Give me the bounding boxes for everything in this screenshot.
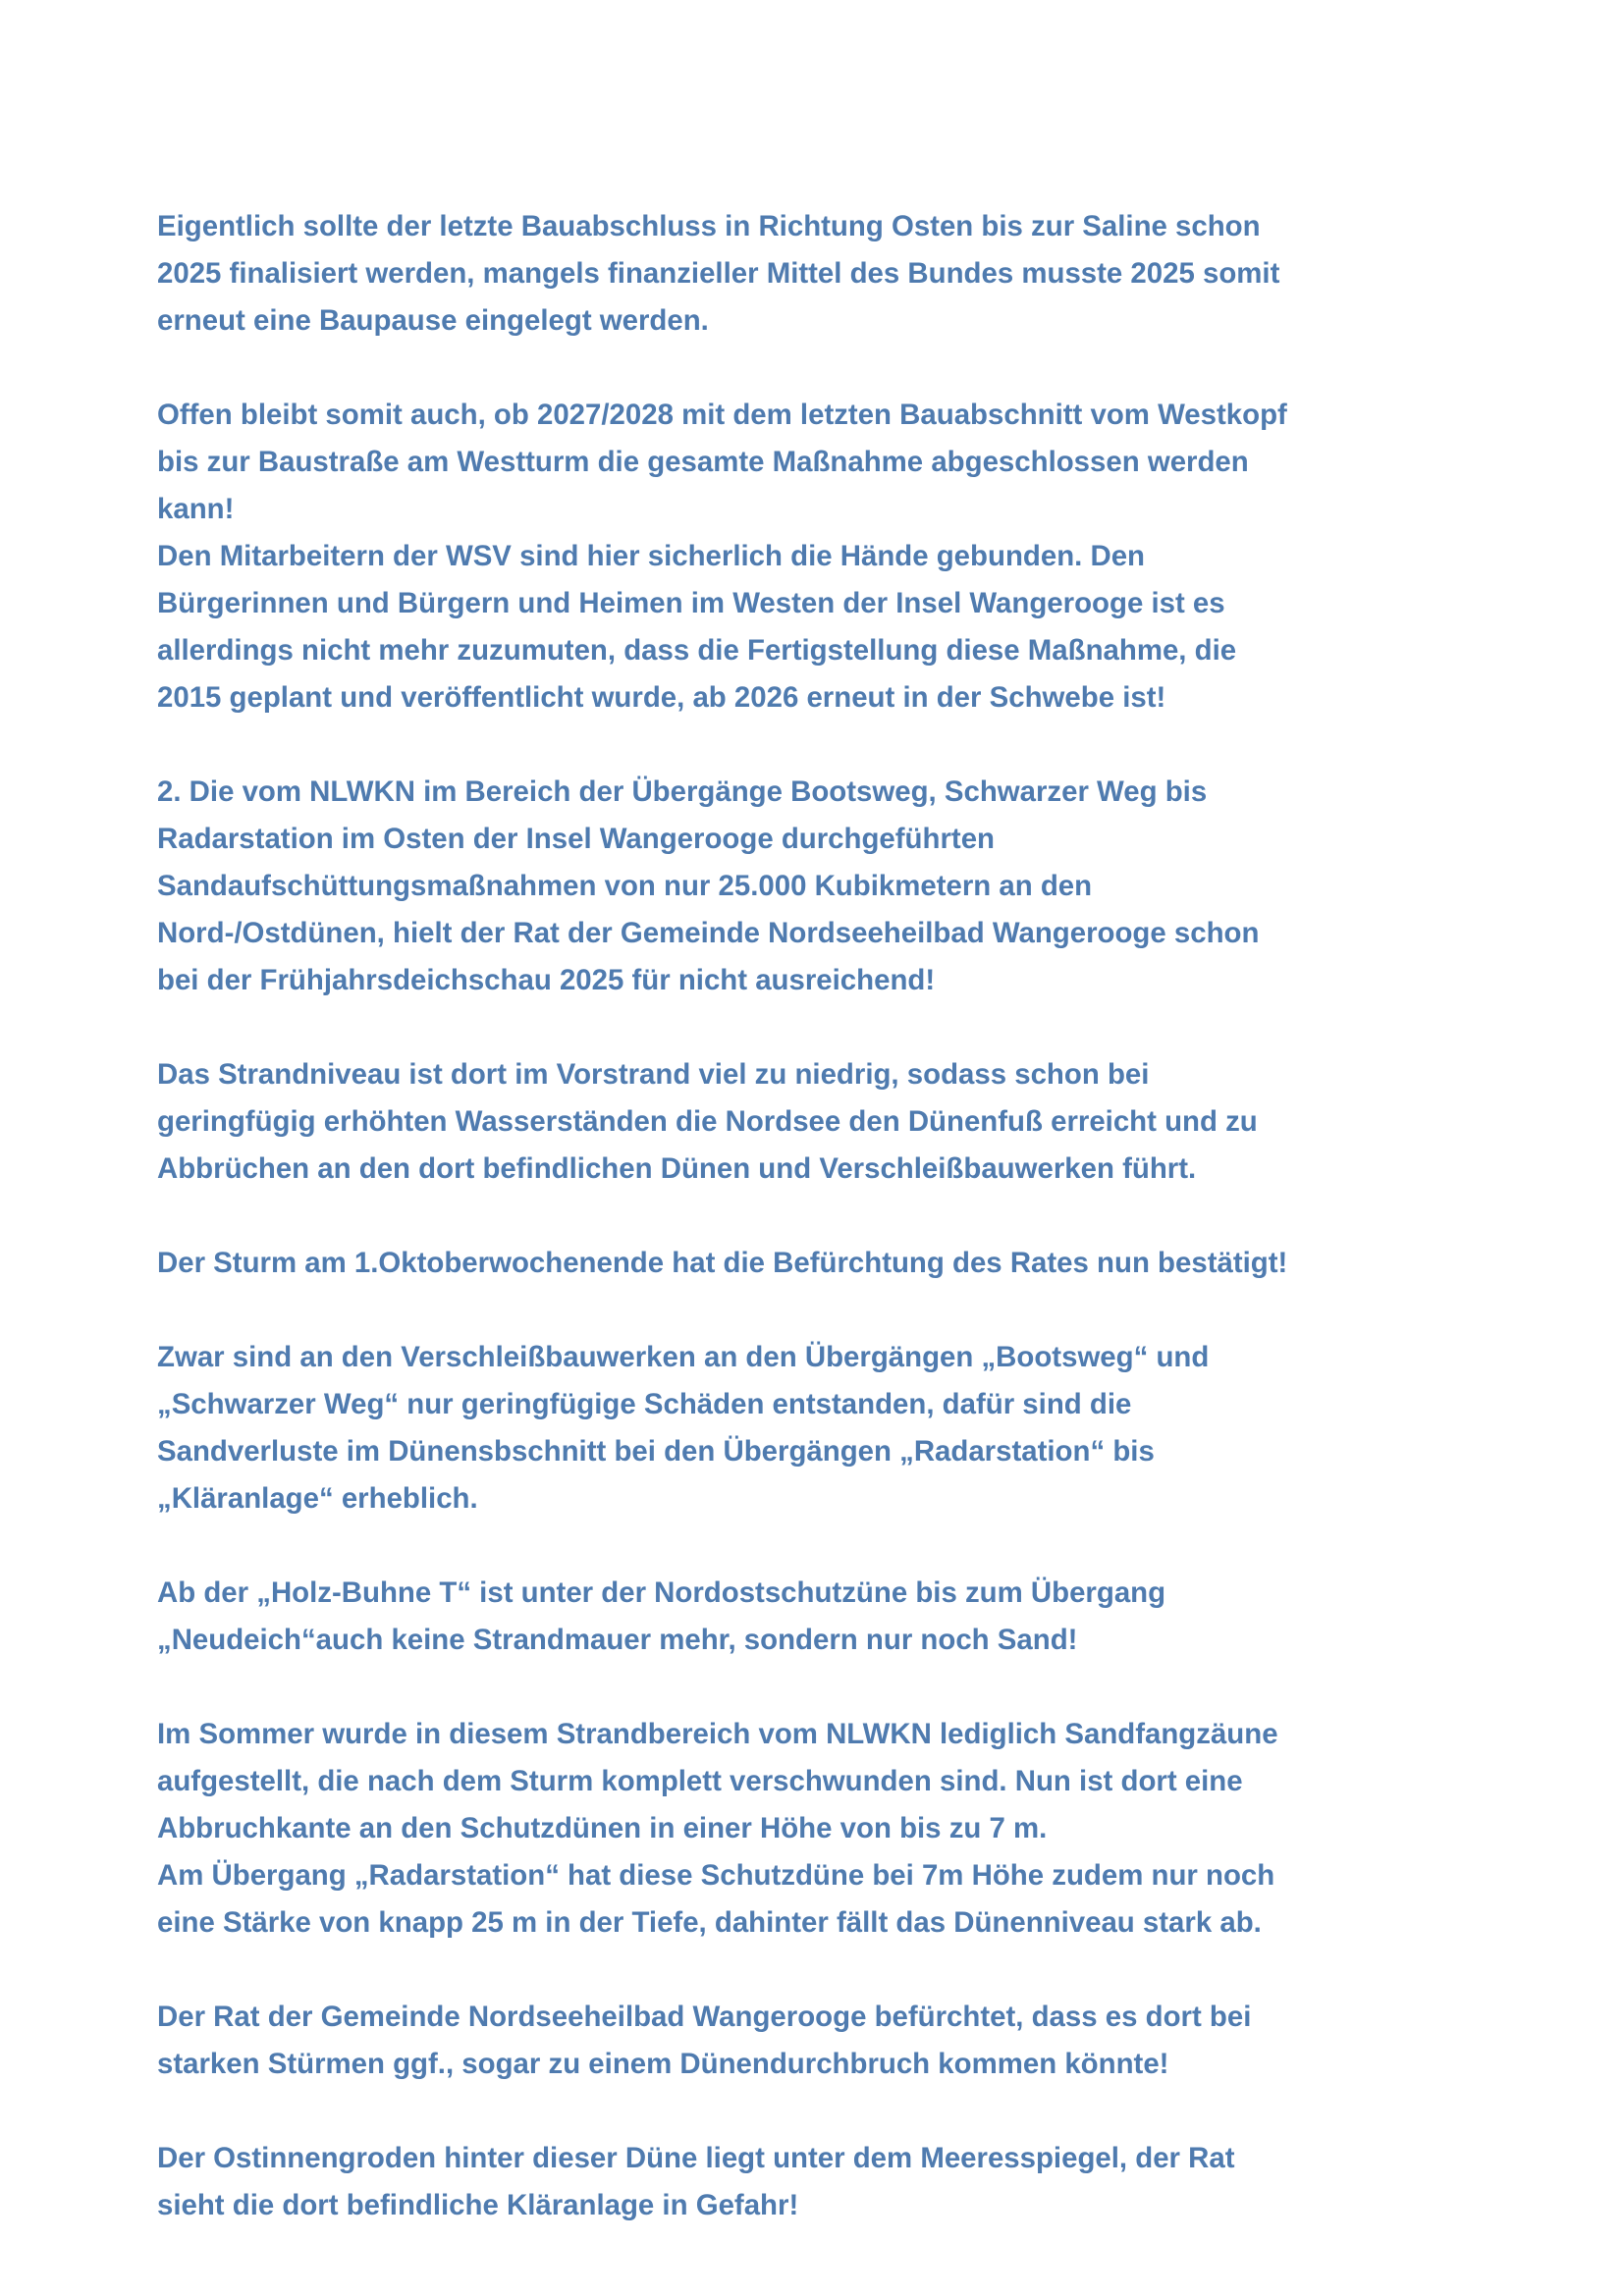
text-line: 2025 finalisiert werden, mangels finanzieller Mittel des Bundes musste 2025 somit: [157, 257, 1280, 290]
paragraph-westkopf: [157, 392, 1492, 721]
text-line: Sandaufschüttungsmaßnahmen von nur 25.000 Kubikmetern an den: [157, 870, 1093, 902]
text-line: geringfügig erhöhten Wasserständen die Nordsee den Dünenfuß erreicht und zu: [157, 1105, 1258, 1138]
text-line: Zwar sind an den Verschleißbauwerken an den Übergängen „Bootsweg“ und: [157, 1341, 1210, 1373]
text-line: Der Sturm am 1.Oktoberwochenende hat die Befürchtung des Rates nun bestätigt!: [157, 1247, 1288, 1279]
paragraph-verschleissbauwerke: [157, 1334, 1492, 1522]
text-line: Sandverluste im Dünensbschnitt bei den Übergängen „Radarstation“ bis: [157, 1435, 1155, 1468]
text-line: „Kläranlage“ erheblich.: [157, 1482, 478, 1515]
text-line: Im Sommer wurde in diesem Strandbereich vom NLWKN lediglich Sandfangzäune: [157, 1718, 1278, 1750]
text-line: Abbruchkante an den Schutzdünen in einer Höhe von bis zu 7 m.: [157, 1812, 1048, 1844]
text-line: Nord-/Ostdünen, hielt der Rat der Gemeinde Nordseeheilbad Wangerooge schon: [157, 917, 1260, 949]
text-line: Ab der „Holz-Buhne T“ ist unter der Nordostschutzüne bis zum Übergang: [157, 1576, 1166, 1609]
paragraph-sturm: [157, 1240, 1492, 1287]
paragraph-ostinnengroden: [157, 2135, 1492, 2229]
text-line: eine Stärke von knapp 25 m in der Tiefe, dahinter fällt das Dünenniveau stark ab.: [157, 1906, 1262, 1939]
paragraph-duenendurchbruch: [157, 1994, 1492, 2088]
text-line: Den Mitarbeitern der WSV sind hier sicherlich die Hände gebunden. Den: [157, 540, 1145, 572]
text-line: bei der Frühjahrsdeichschau 2025 für nicht ausreichend!: [157, 964, 936, 996]
text-line: Radarstation im Osten der Insel Wangerooge durchgeführten: [157, 823, 995, 855]
text-line: starken Stürmen ggf., sogar zu einem Dünendurchbruch kommen könnte!: [157, 2048, 1169, 2080]
text-line: Am Übergang „Radarstation“ hat diese Schutzdüne bei 7m Höhe zudem nur noch: [157, 1859, 1275, 1892]
text-line: allerdings nicht mehr zuzumuten, dass die Fertigstellung diese Maßnahme, die: [157, 634, 1237, 667]
text-line: Eigentlich sollte der letzte Bauabschluss in Richtung Osten bis zur Saline schon: [157, 210, 1261, 242]
text-line: kann!: [157, 493, 235, 525]
text-line: Das Strandniveau ist dort im Vorstrand viel zu niedrig, sodass schon bei: [157, 1058, 1150, 1091]
text-line: Abbrüchen an den dort befindlichen Dünen und Verschleißbauwerken führt.: [157, 1152, 1197, 1185]
text-line: 2015 geplant und veröffentlicht wurde, ab 2026 erneut in der Schwebe ist!: [157, 681, 1166, 714]
text-line: Bürgerinnen und Bürgern und Heimen im Westen der Insel Wangerooge ist es: [157, 587, 1225, 619]
text-line: Offen bleibt somit auch, ob 2027/2028 mit dem letzten Bauabschnitt vom Westkopf: [157, 399, 1287, 431]
text-line: aufgestellt, die nach dem Sturm komplett verschwunden sind. Nun ist dort eine: [157, 1765, 1243, 1797]
document-page: [157, 203, 1492, 2276]
text-line: Der Rat der Gemeinde Nordseeheilbad Wangerooge befürchtet, dass es dort bei: [157, 2001, 1252, 2033]
text-line: 2. Die vom NLWKN im Bereich der Übergänge Bootsweg, Schwarzer Weg bis: [157, 775, 1208, 808]
text-line: sieht die dort befindliche Kläranlage in Gefahr!: [157, 2189, 799, 2221]
paragraph-sommer: [157, 1711, 1492, 1947]
text-line: bis zur Baustraße am Westturm die gesamte Maßnahme abgeschlossen werden: [157, 446, 1249, 478]
paragraph-item-2-sandaufschuettung: [157, 769, 1492, 1004]
paragraph-strandniveau: [157, 1051, 1492, 1193]
text-line: „Neudeich“auch keine Strandmauer mehr, sondern nur noch Sand!: [157, 1624, 1078, 1656]
text-line: erneut eine Baupause eingelegt werden.: [157, 304, 709, 337]
text-line: „Schwarzer Weg“ nur geringfügige Schäden entstanden, dafür sind die: [157, 1388, 1132, 1420]
text-line: Der Ostinnengroden hinter dieser Düne liegt unter dem Meeresspiegel, der Rat: [157, 2142, 1235, 2174]
paragraph-holz-buhne: [157, 1570, 1492, 1664]
paragraph-bauabschluss: [157, 203, 1492, 345]
